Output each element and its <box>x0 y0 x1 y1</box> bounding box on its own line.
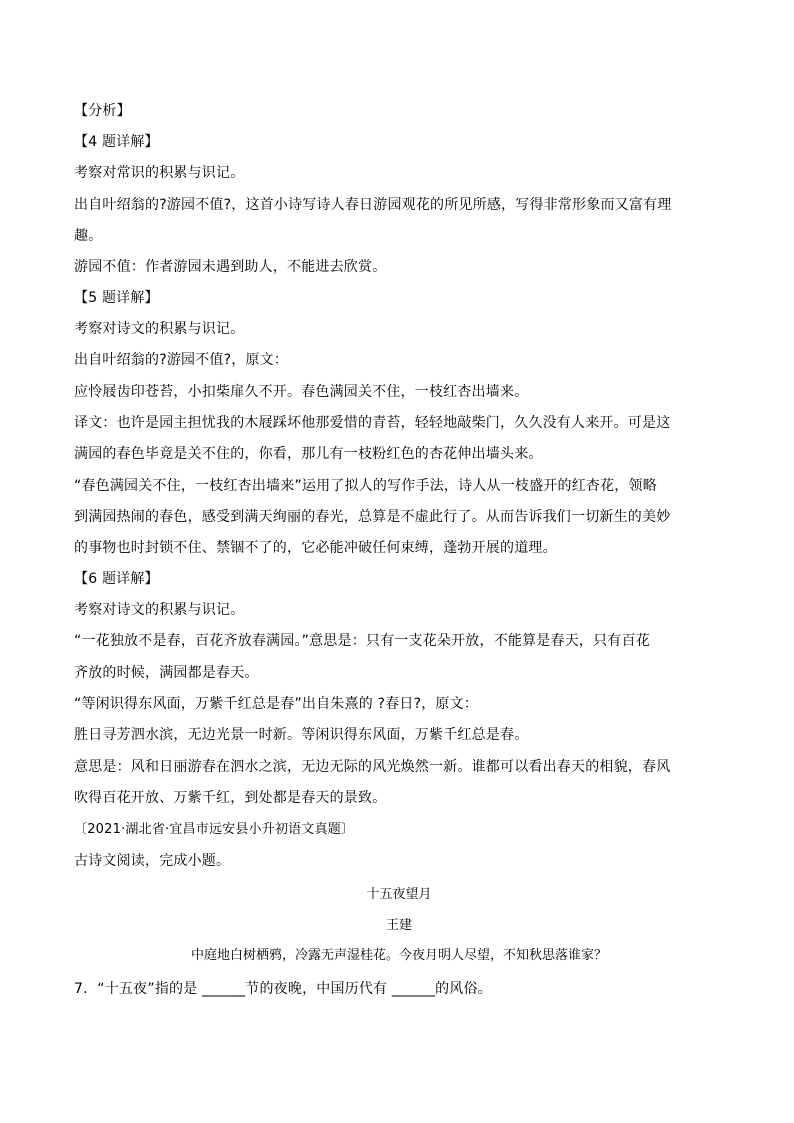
q5-line-5: 满园的春色毕竟是关不住的，你看，那儿有一枝粉红色的杏花伸出墙头来。 <box>74 446 543 462</box>
q5-line-8: 的事物也时封锁不住、禁锢不了的，它必能冲破任何束缚，蓬勃开展的道理。 <box>74 540 557 556</box>
q5-line-1: 考察对诗文的积累与识记。 <box>74 321 245 337</box>
q6-line-7: 吹得百花开放、万紫千红，到处都是春天的景致。 <box>74 790 387 806</box>
q4-line-4: 游园不值：作者游园未遇到助人，不能进去欣赏。 <box>74 259 387 275</box>
analysis-heading: 【分析】 <box>74 103 131 119</box>
q5-line-2: 出自叶绍翁的?游园不值?，原文： <box>74 352 289 368</box>
poem-author: 王建 <box>385 918 412 933</box>
poem-title: 十五夜望月 <box>366 887 432 902</box>
q4-line-2: 出自叶绍翁的?游园不值?，这首小诗写诗人春日游园观花的所见所感，写得非常形象而又富有理 <box>74 197 672 213</box>
q4-heading: 【4 题详解】 <box>74 134 159 150</box>
q5-line-4: 译文：也许是园主担忧我的木屐踩坏他那爱惜的青苔，轻轻地敲柴门，久久没有人来开。可是这 <box>74 415 671 431</box>
q6-line-3: 齐放的时候，满园都是春天。 <box>74 665 259 681</box>
exam-instruction: 古诗文阅读，完成小题。 <box>74 853 231 869</box>
q5-line-6: “春色满园关不住，一枝红杏出墙来”运用了拟人的写作手法，诗人从一枝盛开的红杏花，领略 <box>74 478 657 494</box>
q6-line-2: “一花独放不是春，百花齐放春满园。”意思是：只有一支花朵开放，不能算是春天，只有百花 <box>74 633 650 649</box>
q5-heading: 【5 题详解】 <box>74 290 159 306</box>
q6-heading: 【6 题详解】 <box>74 571 159 587</box>
q5-line-7: 到满园热闹的春色，感受到满天绚丽的春光，总算是不虚此行了。从而告诉我们一切新生的美妙 <box>74 509 671 525</box>
question-7: 7．“十五夜”指的是 ______节的夜晚，中国历代有 ______的风俗。 <box>74 981 492 997</box>
q6-line-1: 考察对诗文的积累与识记。 <box>74 602 245 618</box>
exam-source: 〔2021·湖北省·宜昌市远安县小升初语文真题〕 <box>74 822 355 837</box>
poem-text: 中庭地白树栖鸦，冷露无声湿桂花。今夜月明人尽望，不知秋思落谁家？ <box>190 948 607 963</box>
q6-line-4: “等闲识得东风面，万紫千红总是春”出自朱熹的 ?春日?，原文： <box>74 696 479 712</box>
q6-line-6: 意思是：风和日丽游春在泗水之滨，无边无际的风光焕然一新。谁都可以看出春天的相貌，春风 <box>74 759 671 775</box>
q4-line-1: 考察对常识的积累与识记。 <box>74 165 245 181</box>
q4-line-3: 趣。 <box>74 228 103 244</box>
q5-line-3: 应怜屐齿印苍苔，小扣柴扉久不开。春色满园关不住，一枝红杏出墙来。 <box>74 384 529 400</box>
q6-line-5: 胜日寻芳泗水滨，无边光景一时新。等闲识得东风面，万紫千红总是春。 <box>74 727 529 743</box>
